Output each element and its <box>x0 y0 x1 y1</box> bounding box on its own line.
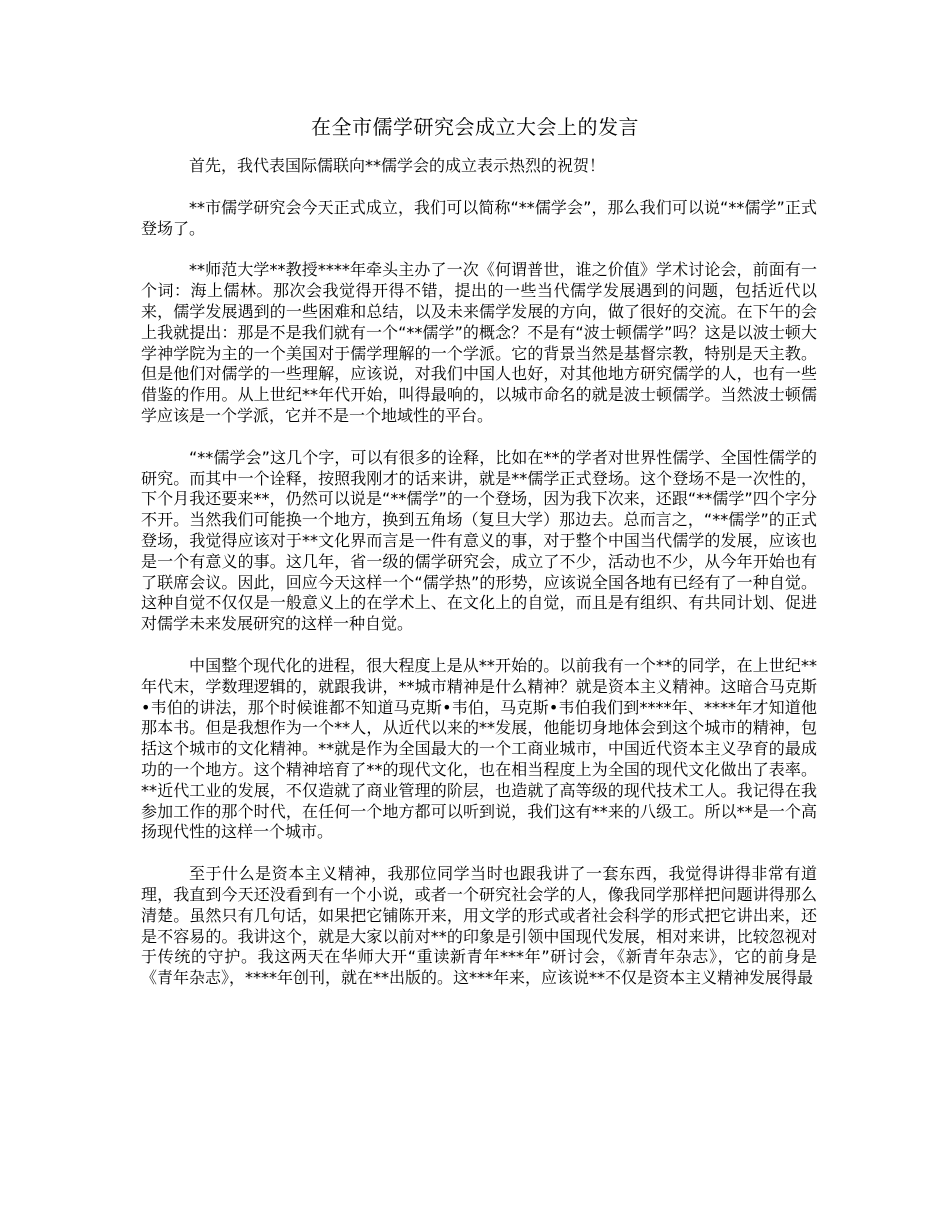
paragraph: **市儒学研究会今天正式成立，我们可以简称“**儒学会”，那么我们可以说“**儒学”正式登场了。 <box>141 197 817 238</box>
paragraph: 首先，我代表国际儒联向**儒学会的成立表示热烈的祝贺！ <box>189 156 606 175</box>
paragraph: 中国整个现代化的进程，很大程度上是从**开始的。以前我有一个**的同学，在上世纪**年代末，学数理逻辑的，就跟我讲，**城市精神是什么精神？就是资本主义精神。这暗合马克斯•韦伯的讲法，那个时候谁都不知道马克斯•韦伯，马克斯•韦伯我们到****年、****年才知道他那本书。但是我想作为一个**人，从近代以来的**发展，他能切身地体会到这个城市的精神，包括这个城市的文化精神。**就是作为全国最大的一个工商业城市，中国近代资本主义孕育的最成功的一个地方。这个精神培育了**的现代文化，也在相当程度上为全国的现代文化做出了表率。**近代工业的发展，不仅造就了商业管理的阶层，也造就了高等级的现代技术工人。我记得在我参加工作的那个时代，在任何一个地方都可以听到说，我们这有**来的八级工。所以**是一个高扬现代性的这样一个城市。 <box>141 655 817 842</box>
paragraph: 至于什么是资本主义精神，我那位同学当时也跟我讲了一套东西，我觉得讲得非常有道理，我直到今天还没看到有一个小说，或者一个研究社会学的人，像我同学那样把问题讲得那么清楚。虽然只有几句话，如果把它铺陈开来，用文学的形式或者社会科学的形式把它讲出来，还是不容易的。我讲这个，就是大家以前对**的印象是引领中国现代发展，相对来讲，比较忽视对于传统的守护。我这两天在华师大开“重读新青年***年”研讨会，《新青年杂志》，它的前身是《青年杂志》，****年创刊，就在**出版的。这***年来，应该说**不仅是资本主义精神发展得最 <box>141 864 817 988</box>
document-title: 在全市儒学研究会成立大会上的发言 <box>311 115 639 139</box>
paragraph: **师范大学**教授****年牵头主办了一次《何谓普世，谁之价值》学术讨论会，前面有一个词：海上儒林。那次会我觉得开得不错，提出的一些当代儒学发展遇到的问题，包括近代以来，儒学发展遇到的一些困难和总结，以及未来儒学发展的方向，做了很好的交流。在下午的会上我就提出：那是不是我们就有一个“**儒学”的概念？不是有“波士顿儒学”吗？这是以波士顿大学神学院为主的一个美国对于儒学理解的一个学派。它的背景当然是基督宗教，特别是天主教。但是他们对儒学的一些理解，应该说，对我们中国人也好，对其他地方研究儒学的人，也有一些借鉴的作用。从上世纪**年代开始，叫得最响的，以城市命名的就是波士顿儒学。当然波士顿儒学应该是一个学派，它并不是一个地域性的平台。 <box>141 260 817 425</box>
document-body <box>141 156 817 1010</box>
paragraph: “**儒学会”这几个字，可以有很多的诠释，比如在**的学者对世界性儒学、全国性儒学的研究。而其中一个诠释，按照我刚才的话来讲，就是**儒学正式登场。这个登场不是一次性的，下个月我还要来**，仍然可以说是“**儒学”的一个登场，因为我下次来，还跟“**儒学”四个字分不开。当然我们可能换一个地方，换到五角场（复旦大学）那边去。总而言之，“**儒学”的正式登场，我觉得应该对于**文化界而言是一件有意义的事，对于整个中国当代儒学的发展，应该也是一个有意义的事。这几年，省一级的儒学研究会，成立了不少，活动也不少，从今年开始也有了联席会议。因此，回应今天这样一个“儒学热”的形势，应该说全国各地有已经有了一种自觉。这种自觉不仅仅是一般意义上的在学术上、在文化上的自觉，而且是有组织、有共同计划、促进对儒学未来发展研究的这样一种自觉。 <box>141 447 817 634</box>
